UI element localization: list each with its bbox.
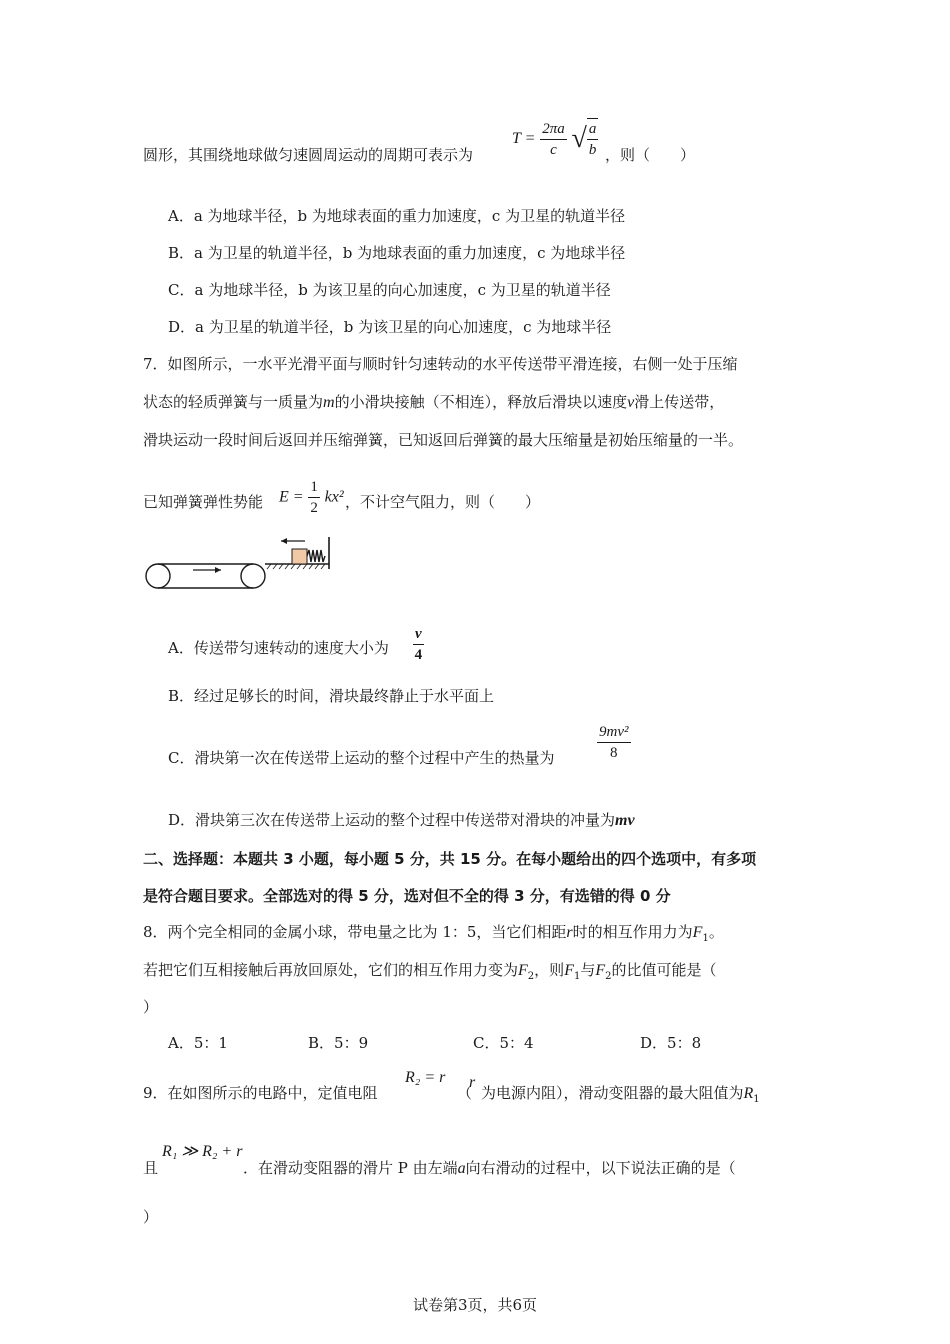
q6-sqrt-fraction: $\frac{a}{b}$ (587, 118, 599, 160)
left-roller (146, 564, 170, 588)
q6-option-b[interactable]: B．a 为卫星的轨道半径，b 为地球表面的重力加速度，c 为地球半径 (168, 244, 626, 262)
q8-stem-line3: ） (143, 998, 159, 1016)
q7-option-a-fraction (413, 624, 424, 668)
q8-option-b[interactable]: B．5：9 (308, 1034, 369, 1052)
page-footer: 试卷第3页，共6页 (412, 1296, 538, 1314)
q7-stem-line4-end: ，不计空气阻力，则（ ） (345, 493, 541, 511)
section-2-heading-line2: 是符合题目要求。全部选对的得 5 分，选对但不全的得 3 分，有选错的得 0 分 (143, 887, 671, 905)
q8-stem-line1: 8．两个完全相同的金属小球，带电量之比为 1：5，当它们相距r时的相互作用力为$F_1$。 (143, 923, 724, 944)
q7-formula-fraction: $\frac{1}{2}$ (310, 479, 318, 516)
q9-r-symbol: r (469, 1074, 476, 1091)
q7-stem-line1: 7．如图所示，一水平光滑平面与顺时针匀速转动的水平传送带平滑连接，右侧一处于压缩 (143, 355, 738, 373)
q7-option-c-fraction (597, 722, 631, 766)
q7-option-d[interactable]: D．滑块第三次在传送带上运动的整个过程中传送带对滑块的冲量为mv (168, 811, 635, 829)
belt-arrow-head (215, 567, 221, 573)
q6-option-c[interactable]: C．a 为地球半径，b 为该卫星的向心加速度，c 为卫星的轨道半径 (168, 281, 611, 299)
q7-stem-line3: 滑块运动一段时间后返回并压缩弹簧，已知返回后弹簧的最大压缩量是初始压缩量的一半。 (143, 431, 744, 449)
q7-energy-formula: E = $\frac{1}{2}$ kx² (279, 479, 344, 516)
q9-r2-formula: R₂ = r (405, 1069, 446, 1086)
right-roller (241, 564, 265, 588)
q6-formula-fraction: $\frac{2\pi a}{c}$ (542, 120, 565, 158)
q6-stem-end: ，则（ ） (605, 146, 696, 164)
conveyor-belt-figure (143, 533, 338, 595)
v-over-4: $\frac{v}{4}$ (414, 626, 423, 663)
q7-stem-line2: 状态的轻质弹簧与一质量为m的小滑块接触（不相连），释放后滑块以速度v滑上传送带， (143, 393, 725, 411)
q8-option-d[interactable]: D．5：8 (640, 1034, 702, 1052)
sliding-block (292, 549, 307, 564)
q7-option-b[interactable]: B．经过足够长的时间，滑块最终静止于水平面上 (168, 687, 495, 705)
surface-hatching (267, 564, 325, 569)
q9-stem-line3: ） (143, 1208, 159, 1226)
q6-period-formula: T = $\frac{2\pi a}{c}$ √ $\frac{a}{b}$ (512, 118, 598, 168)
q9-stem-line2: 且 (143, 1159, 159, 1177)
q6-option-a[interactable]: A．a 为地球半径，b 为地球表面的重力加速度，c 为卫星的轨道半径 (168, 207, 626, 225)
velocity-arrow-head (281, 538, 287, 544)
q9-stem-line1-mid: （ (457, 1084, 473, 1102)
q9-stem-line1: 9．在如图所示的电路中，定值电阻 (143, 1084, 378, 1102)
section-2-heading-line1: 二、选择题：本题共 3 小题，每小题 5 分，共 15 分。在每小题给出的四个选项中，有多项 (143, 850, 757, 868)
q7-option-a[interactable]: A．传送带匀速转动的速度大小为 (168, 639, 389, 657)
q9-stem-line1-end: 为电源内阻），滑动变阻器的最大阻值为$R_1$ (481, 1084, 760, 1105)
q8-stem-line2: 若把它们互相接触后再放回原处，它们的相互作用力变为$F_2$，则$F_1$与$F_2$的比值可能是（ (143, 961, 717, 982)
q7-option-c[interactable]: C．滑块第一次在传送带上运动的整个过程中产生的热量为 (168, 749, 555, 767)
q7-stem-line4: 已知弹簧弹性势能 (143, 493, 264, 511)
q8-option-a[interactable]: A．5：1 (168, 1034, 228, 1052)
q9-r1-condition-formula: R₁ ≫ R₂ + r (162, 1143, 243, 1160)
heat-fraction: $\frac{\text{9mv²}}{8}$ (599, 724, 629, 761)
compressed-spring (307, 550, 325, 562)
sqrt-sign: √ (571, 123, 587, 154)
q6-stem-line: 圆形，其围绕地球做匀速圆周运动的周期可表示为 (143, 146, 474, 164)
q9-stem-line2-end: ．在滑动变阻器的滑片 P 由左端a向右滑动的过程中，以下说法正确的是（ (243, 1159, 736, 1177)
q8-option-c[interactable]: C．5：4 (473, 1034, 534, 1052)
q6-option-d[interactable]: D．a 为卫星的轨道半径，b 为该卫星的向心加速度，c 为地球半径 (168, 318, 612, 336)
